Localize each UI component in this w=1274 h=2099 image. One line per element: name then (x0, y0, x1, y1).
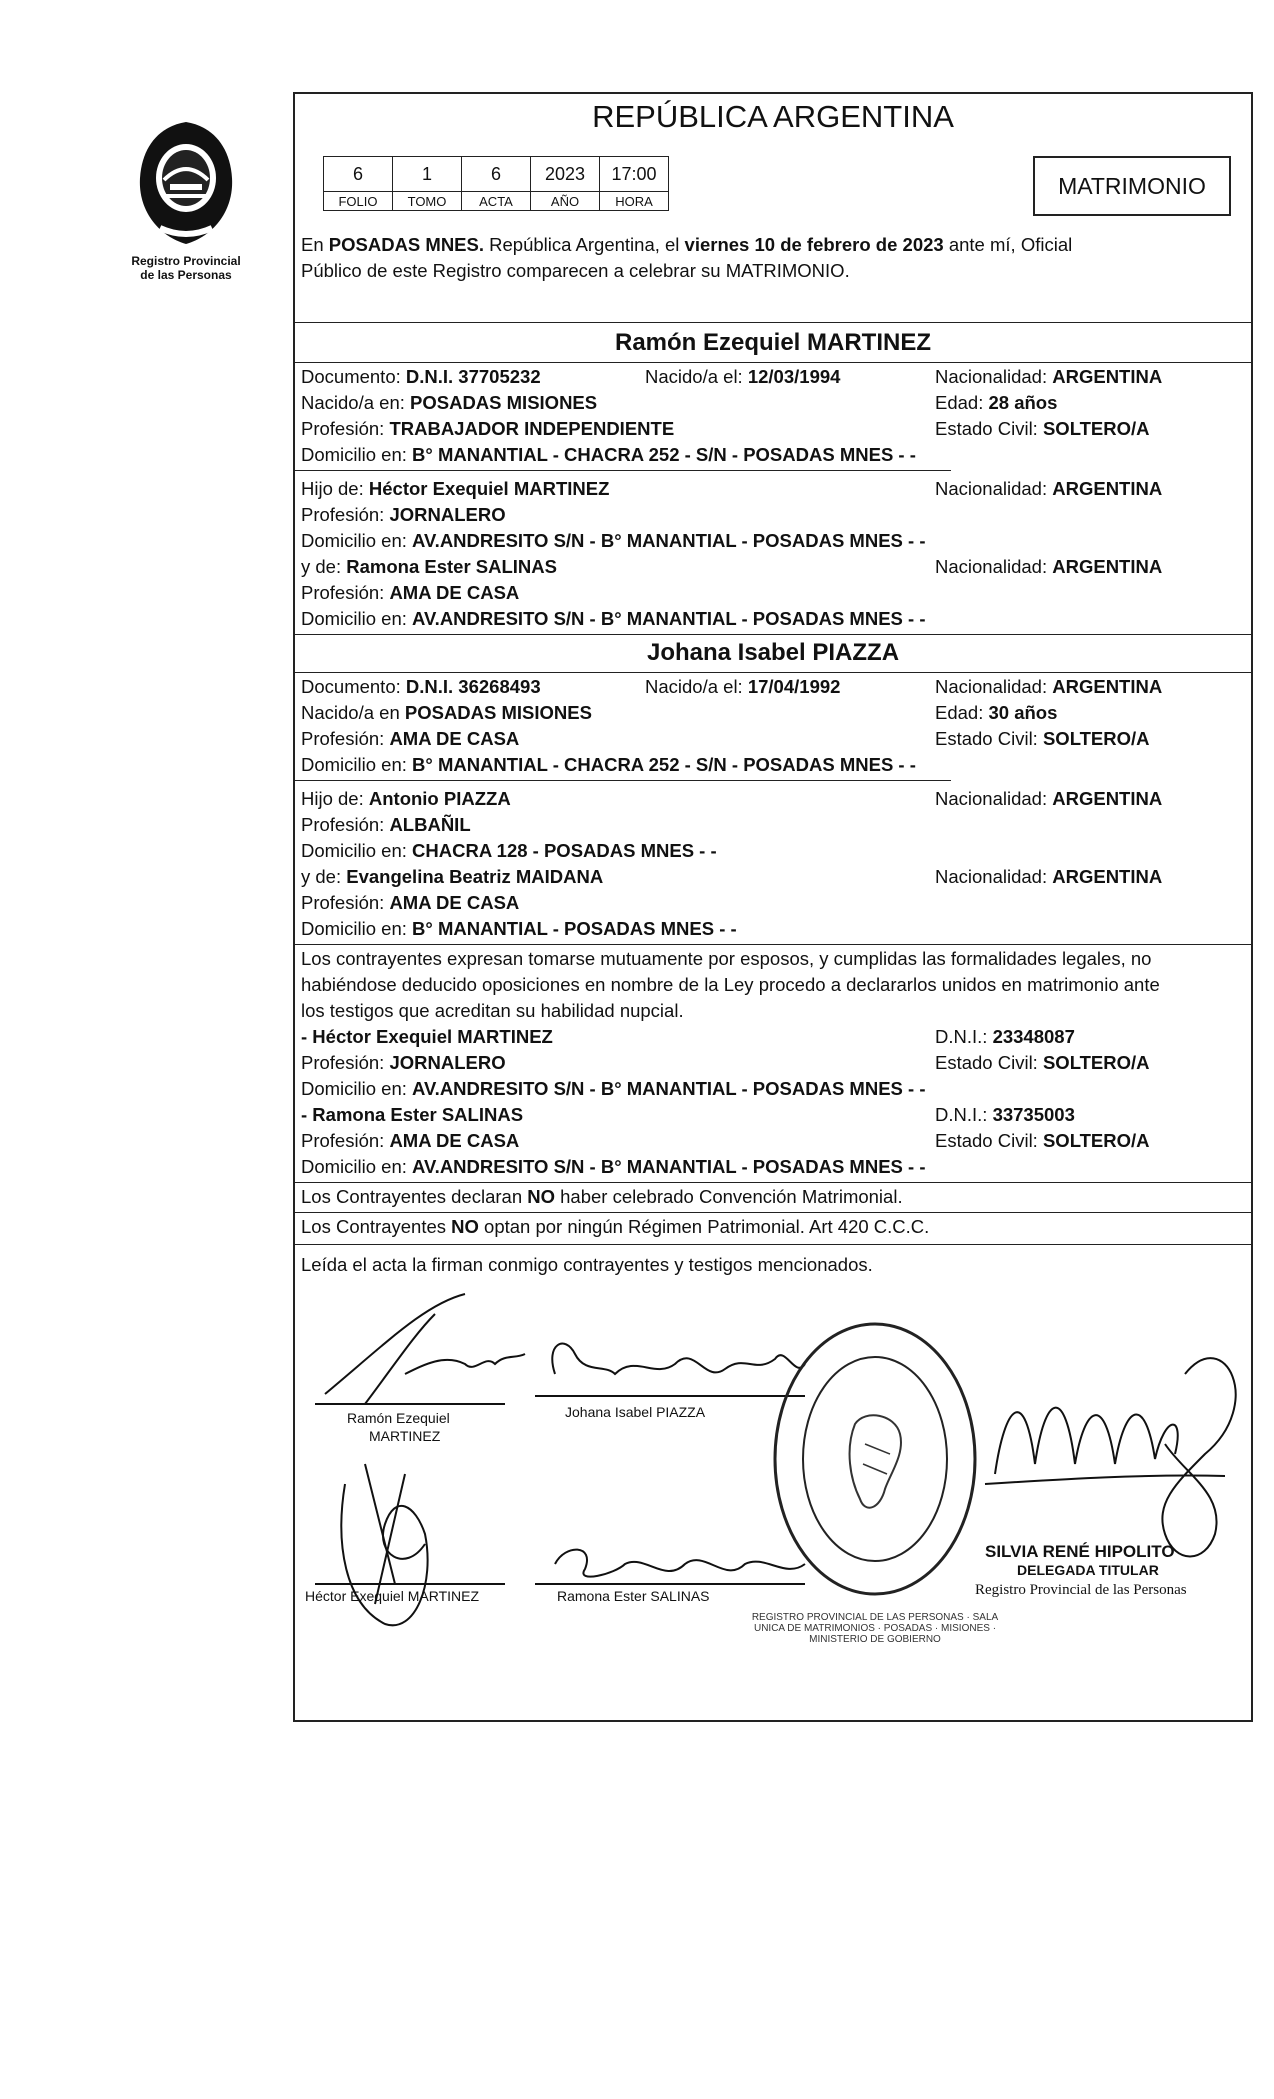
folio-label: FOLIO (324, 192, 393, 211)
field-value: ALBAÑIL (389, 814, 471, 835)
field-label: y de: (301, 866, 347, 887)
divider (295, 1182, 1251, 1183)
field-value: B° MANANTIAL - CHACRA 252 - S/N - POSADAS MNES - - (412, 754, 916, 775)
folio-value: 6 (324, 157, 393, 192)
field-label: Domicilio en: (301, 444, 413, 465)
divider (295, 1212, 1251, 1213)
field-label: Estado Civil: (935, 728, 1043, 749)
field-label: Profesión: (301, 582, 390, 603)
field-value: POSADAS MISIONES (404, 702, 592, 723)
field-value: Héctor Exequiel MARTINEZ (368, 478, 610, 499)
statement-text: Los Contrayentes declaran (301, 1186, 528, 1207)
bride-birthdate (645, 676, 840, 698)
groom-father-nationality (935, 478, 1162, 500)
field-label: Profesión: (301, 814, 390, 835)
time-value: 17:00 (600, 157, 669, 192)
marriage-certificate (293, 92, 1253, 1722)
field-label: Hijo de: (301, 788, 369, 809)
witness1-dni (935, 1026, 1075, 1048)
registry-caption-2: de las Personas (140, 268, 232, 282)
bride-father-nationality (935, 788, 1162, 810)
year-value: 2023 (531, 157, 600, 192)
divider (295, 634, 1251, 635)
field-value: 28 años (988, 392, 1058, 413)
field-value: B° MANANTIAL - CHACRA 252 - S/N - POSADAS MNES - - (412, 444, 916, 465)
groom-mother-nationality (935, 556, 1162, 578)
registry-stamp-icon (765, 1314, 985, 1604)
groom-nationality (935, 366, 1162, 388)
witness1-profession (301, 1052, 506, 1074)
divider (295, 362, 1251, 363)
bride-profession (301, 728, 519, 750)
field-label: D.N.I.: (935, 1026, 993, 1047)
registry-logo (108, 118, 264, 282)
declaration-line-1: Los contrayentes expresan tomarse mutuamente por esposos, y cumplidas las formalidades legales, no (301, 948, 1152, 969)
field-value: 30 años (988, 702, 1058, 723)
divider (295, 1244, 1251, 1245)
bride-father (301, 788, 511, 810)
declaration-line-2: habiéndose deducido oposiciones en nombre de la Ley procedo a declararlos unidos en matrimonio ante (301, 974, 1160, 995)
tomo-value: 1 (393, 157, 462, 192)
field-value: ARGENTINA (1052, 556, 1163, 577)
divider (295, 322, 1251, 323)
field-value: ARGENTINA (1052, 866, 1163, 887)
bride-age (935, 702, 1057, 724)
intro-text: República Argentina, el (484, 234, 685, 255)
groom-mother-address (301, 608, 926, 630)
field-value: AV.ANDRESITO S/N - B° MANANTIAL - POSADAS MNES - - (412, 1156, 926, 1177)
field-label: Nacionalidad: (935, 556, 1053, 577)
field-value: 17/04/1992 (747, 676, 841, 697)
field-label: Domicilio en: (301, 754, 413, 775)
witness2-civil-status (935, 1130, 1150, 1152)
groom-signature-label-1: Ramón Ezequiel (347, 1410, 450, 1426)
field-value: AV.ANDRESITO S/N - B° MANANTIAL - POSADAS MNES - - (412, 1078, 926, 1099)
field-value: Antonio PIAZZA (368, 788, 511, 809)
field-label: Documento: (301, 366, 406, 387)
groom-father-address (301, 530, 926, 552)
tomo-label: TOMO (393, 192, 462, 211)
time-label: HORA (600, 192, 669, 211)
field-value: 33735003 (992, 1104, 1075, 1125)
field-value: ARGENTINA (1052, 478, 1163, 499)
field-label: Nacionalidad: (935, 788, 1053, 809)
field-value: D.N.I. 36268493 (405, 676, 541, 697)
groom-document (301, 366, 541, 388)
groom-address (301, 444, 916, 466)
witness1-address (301, 1078, 926, 1100)
field-label: Profesión: (301, 1130, 390, 1151)
field-label: Documento: (301, 676, 406, 697)
witness2-dni (935, 1104, 1075, 1126)
statement-emphasis: NO (527, 1186, 555, 1207)
field-label: Nacido/a el: (645, 366, 748, 387)
bride-father-profession (301, 814, 471, 836)
statement-text: Los Contrayentes (301, 1216, 452, 1237)
divider (295, 470, 951, 471)
field-label: Nacionalidad: (935, 676, 1053, 697)
groom-birthplace (301, 392, 597, 414)
divider (295, 780, 951, 781)
field-label: Hijo de: (301, 478, 369, 499)
official-organization: Registro Provincial de las Personas (975, 1582, 1187, 1598)
groom-father-profession (301, 504, 506, 526)
field-label: Nacionalidad: (935, 866, 1053, 887)
field-value: 12/03/1994 (747, 366, 841, 387)
convention-statement (301, 1186, 903, 1208)
field-value: ARGENTINA (1052, 676, 1163, 697)
field-value: AMA DE CASA (389, 1130, 520, 1151)
witness1-signature-label: Héctor Exequiel MARTINEZ (305, 1588, 480, 1604)
field-label: Edad: (935, 392, 989, 413)
field-value: AV.ANDRESITO S/N - B° MANANTIAL - POSADAS MNES - - (412, 530, 926, 551)
field-value: AMA DE CASA (389, 582, 520, 603)
statement-text: optan por ningún Régimen Patrimonial. Art 420 C.C.C. (478, 1216, 930, 1237)
witness1-civil-status (935, 1052, 1150, 1074)
field-label: Estado Civil: (935, 1052, 1043, 1073)
field-value: ARGENTINA (1052, 788, 1163, 809)
witness2-signature-label: Ramona Ester SALINAS (557, 1588, 710, 1604)
field-value: AMA DE CASA (389, 892, 520, 913)
field-label: Estado Civil: (935, 1130, 1043, 1151)
intro-date: viernes 10 de febrero de 2023 (684, 234, 944, 255)
field-label: Nacionalidad: (935, 478, 1053, 499)
regime-statement (301, 1216, 929, 1238)
bride-birthplace (301, 702, 592, 724)
bride-document (301, 676, 541, 698)
field-value: AV.ANDRESITO S/N - B° MANANTIAL - POSADAS MNES - - (412, 608, 926, 629)
bride-mother-nationality (935, 866, 1162, 888)
bride-nationality (935, 676, 1162, 698)
statement-text: haber celebrado Convención Matrimonial. (555, 1186, 903, 1207)
field-label: Nacionalidad: (935, 366, 1053, 387)
field-value: 23348087 (992, 1026, 1075, 1047)
field-label: Profesión: (301, 504, 390, 525)
stamp-text: REGISTRO PROVINCIAL DE LAS PERSONAS · SALA UNICA DE MATRIMONIOS · POSADAS · MISIONES · MINISTERIO DE GOBIERNO (751, 1612, 999, 1645)
page-title: REPÚBLICA ARGENTINA (592, 99, 954, 134)
groom-mother (301, 556, 557, 578)
field-label: Nacido/a en (301, 702, 405, 723)
witness2-name: - Ramona Ester SALINAS (301, 1104, 524, 1125)
field-label: Domicilio en: (301, 918, 413, 939)
field-value: B° MANANTIAL - POSADAS MNES - - (412, 918, 737, 939)
divider (295, 944, 1251, 945)
groom-profession (301, 418, 674, 440)
acta-value: 6 (462, 157, 531, 192)
groom-father (301, 478, 609, 500)
provincial-seal-icon (130, 118, 242, 248)
registry-caption-1: Registro Provincial (131, 254, 241, 268)
field-label: Domicilio en: (301, 530, 413, 551)
official-name: SILVIA RENÉ HIPOLITO (985, 1542, 1175, 1561)
groom-birthdate (645, 366, 840, 388)
field-label: Domicilio en: (301, 1078, 413, 1099)
bride-mother (301, 866, 603, 888)
field-label: y de: (301, 556, 347, 577)
field-label: Domicilio en: (301, 608, 413, 629)
field-value: ARGENTINA (1052, 366, 1163, 387)
bride-address (301, 754, 916, 776)
field-value: POSADAS MISIONES (410, 392, 598, 413)
field-label: Estado Civil: (935, 418, 1043, 439)
groom-name: Ramón Ezequiel MARTINEZ (614, 329, 932, 356)
intro-text: ante mí, Oficial (943, 234, 1073, 255)
field-value: TRABAJADOR INDEPENDIENTE (389, 418, 675, 439)
field-value: JORNALERO (389, 504, 506, 525)
field-label: Profesión: (301, 418, 390, 439)
groom-age (935, 392, 1057, 414)
field-label: Domicilio en: (301, 840, 413, 861)
groom-civil-status (935, 418, 1150, 440)
bride-name: Johana Isabel PIAZZA (646, 639, 900, 666)
field-label: Profesión: (301, 1052, 390, 1073)
field-value: JORNALERO (389, 1052, 506, 1073)
registry-number-table (323, 156, 669, 211)
field-value: AMA DE CASA (389, 728, 520, 749)
intro-line-1 (301, 234, 1072, 256)
groom-mother-profession (301, 582, 519, 604)
bride-mother-address (301, 918, 737, 940)
field-label: Domicilio en: (301, 1156, 413, 1177)
field-label: Profesión: (301, 892, 390, 913)
field-label: D.N.I.: (935, 1104, 993, 1125)
field-value: D.N.I. 37705232 (405, 366, 541, 387)
witness1-name: - Héctor Exequiel MARTINEZ (301, 1026, 553, 1047)
bride-father-address (301, 840, 717, 862)
acta-label: ACTA (462, 192, 531, 211)
bride-mother-profession (301, 892, 519, 914)
field-label: Profesión: (301, 728, 390, 749)
field-value: SOLTERO/A (1042, 728, 1150, 749)
groom-signature-label-2: MARTINEZ (369, 1428, 441, 1444)
witness2-profession (301, 1130, 519, 1152)
official-role: DELEGADA TITULAR (1017, 1562, 1159, 1578)
statement-emphasis: NO (451, 1216, 479, 1237)
witness2-address (301, 1156, 926, 1178)
signing-statement: Leída el acta la firman conmigo contrayentes y testigos mencionados. (301, 1254, 873, 1275)
field-value: CHACRA 128 - POSADAS MNES - - (412, 840, 717, 861)
divider (295, 672, 1251, 673)
field-value: SOLTERO/A (1042, 418, 1150, 439)
field-value: SOLTERO/A (1042, 1130, 1150, 1151)
intro-city: POSADAS MNES. (328, 234, 484, 255)
bride-signature-label: Johana Isabel PIAZZA (565, 1404, 706, 1420)
declaration-line-3: los testigos que acreditan su habilidad nupcial. (301, 1000, 684, 1021)
field-value: Ramona Ester SALINAS (346, 556, 557, 577)
act-type-badge: MATRIMONIO (1033, 156, 1231, 216)
field-label: Nacido/a el: (645, 676, 748, 697)
intro-line-2: Público de este Registro comparecen a celebrar su MATRIMONIO. (301, 260, 850, 281)
intro-text: En (301, 234, 329, 255)
field-label: Nacido/a en: (301, 392, 411, 413)
year-label: AÑO (531, 192, 600, 211)
field-value: Evangelina Beatriz MAIDANA (346, 866, 604, 887)
field-label: Edad: (935, 702, 989, 723)
field-value: SOLTERO/A (1042, 1052, 1150, 1073)
bride-civil-status (935, 728, 1150, 750)
